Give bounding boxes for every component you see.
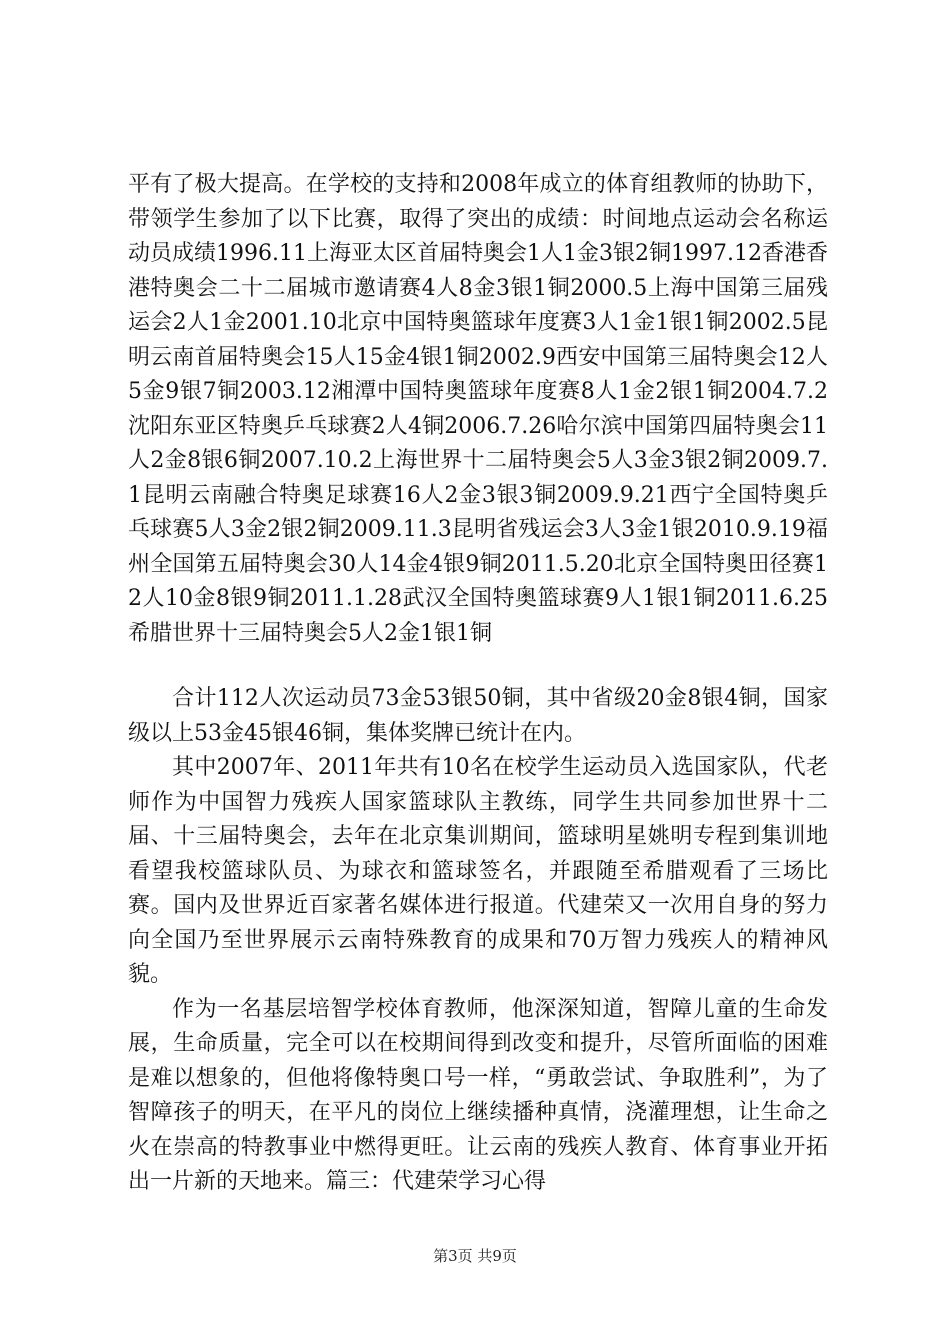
paragraph-national-team: 其中2007年、2011年共有10名在校学生运动员入选国家队，代老师作为中国智力残疾人国家篮球队主教练，同学生共同参加世界十二届、十三届特奥会，去年在北京集训期间，篮球明星姚明专程到集训地看望我校篮球队员、为球衣和篮球签名，并跟随至希腊观看了三场比赛。国内及世界近百家著名媒体进行报道。代建荣又一次用自身的努力向全国乃至世界展示云南特殊教育的成果和70万智力残疾人的精神风貌。 [128, 755, 828, 987]
paragraph-competition-list: 平有了极大提高。在学校的支持和2008年成立的体育组教师的协助下，带领学生参加了以下比赛，取得了突出的成绩：时间地点运动会名称运动员成绩1996.11上海亚太区首届特奥会1人1金3银2铜1997.12香港香港特奥会二十二届城市邀请赛4人8金3银1铜2000.5上海中国第三届残运会2人1金2001.10北京中国特奥篮球年度赛3人1金1银1铜2002.5昆明云南首届特奥会15人15金4银1铜2002.9西安中国第三届特奥会12人5金9银7铜2003.12湘潭中国特奥篮球年度赛8人1金2银1铜2004.7.2沈阳东亚区特奥乒乓球赛2人4铜2006.7.26哈尔滨中国第四届特奥会11人2金8银6铜2007.10.2上海世界十二届特奥会5人3金3银2铜2009.7.1昆明云南融合特奥足球赛16人2金3银3铜2009.9.21西宁全国特奥乒乓球赛5人3金2银2铜2009.11.3昆明省残运会3人3金1银2010.9.19福州全国第五届特奥会30人14金4银9铜2011.5.20北京全国特奥田径赛12人10金8银9铜2011.1.28武汉全国特奥篮球赛9人1银1铜2011.6.25希腊世界十三届特奥会5人2金1银1铜 [128, 172, 828, 646]
page-number-footer: 第3页 共9页 [433, 1247, 517, 1265]
paragraph-medal-total: 合计112人次运动员73金53银50铜，其中省级20金8银4铜，国家级以上53金45银46铜，集体奖牌已统计在内。 [128, 686, 828, 746]
paragraph-gap [128, 651, 828, 682]
document-body [128, 168, 828, 1200]
paragraph-teacher-mission: 作为一名基层培智学校体育教师，他深深知道，智障儿童的生命发展，生命质量，完全可以在校期间得到改变和提升，尽管所面临的困难是难以想象的，但他将像特奥口号一样，“勇敢尝试、争取胜利”，为了智障孩子的明天，在平凡的岗位上继续播种真情，浇灌理想，让生命之火在崇高的特教事业中燃得更旺。让云南的残疾人教育、体育事业开拓出一片新的天地来。篇三：代建荣学习心得 [128, 996, 828, 1194]
